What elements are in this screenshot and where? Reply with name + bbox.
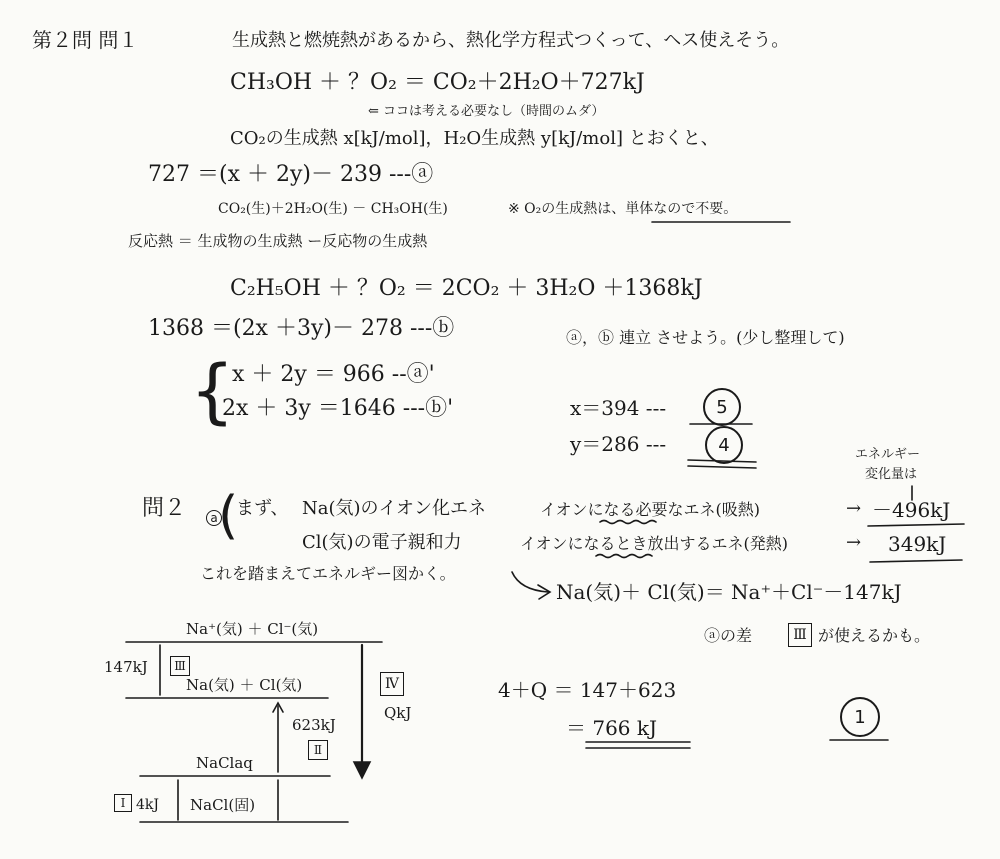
system-brace: {: [190, 350, 235, 432]
level-bottom-label: NaCl(固): [190, 796, 256, 814]
o2-note: ※ O₂の生成熱は、単体なので不要。: [508, 201, 738, 217]
wavy-underline-1: [600, 521, 656, 524]
na-ionization-desc: イオンになる必要なエネ(吸熱): [540, 500, 761, 519]
equation-methanol: CH₃OH ＋ ？O₂ ＝ CO₂＋2H₂O＋727kJ: [230, 70, 645, 95]
answer-x-choice: 5: [703, 388, 741, 426]
system-eq1: x ＋ 2y ＝ 966 --ⓐ': [232, 362, 435, 387]
heat-rule: 反応熱 ＝ 生成物の生成熱 ー反応物の生成熱: [128, 232, 428, 250]
wavy-underline-2: [596, 555, 652, 558]
energy-head-2: 変化量は: [865, 467, 918, 482]
calc-line-1: 4＋Q ＝ 147＋623: [498, 678, 677, 702]
level-mid-label: Na(気) ＋ Cl(気): [186, 676, 303, 694]
final-choice: 1: [840, 697, 880, 737]
gap-4-label: 4kJ: [136, 797, 160, 813]
equation-a: 727 ＝(x ＋ 2y)－ 239 ---ⓐ: [148, 162, 434, 187]
value-1-underline: [868, 524, 964, 526]
box-IV: Ⅳ: [380, 672, 404, 696]
system-eq2: 2x ＋ 3y ＝1646 ---ⓑ': [222, 396, 454, 421]
value-ionization: －496kJ: [872, 498, 951, 522]
gap-623-label: 623kJ: [292, 716, 336, 734]
level-top-label: Na⁺(気) ＋ Cl⁻(気): [186, 620, 319, 638]
arrow-1: →: [846, 498, 862, 519]
solve-note: ⓐ，ⓑ 連立 させよう。(少し整理して): [566, 328, 845, 347]
gap-147-label: 147kJ: [104, 658, 148, 676]
diff-box-III: Ⅲ: [788, 623, 812, 647]
box-I: Ⅰ: [114, 794, 132, 812]
equation-nacl: Na(気)＋ Cl(気)＝ Na⁺＋Cl⁻－147kJ: [556, 580, 902, 604]
then-text: これを踏まえてエネルギー図かく。: [200, 564, 456, 583]
arrow-2: →: [846, 532, 862, 553]
note-skip: ⇐ ココは考える必要なし（時間のムダ）: [368, 104, 605, 119]
question2-label: 問２: [142, 496, 187, 521]
value-2-underline: [870, 560, 962, 562]
equation-b: 1368 ＝(2x ＋3y)－ 278 ---ⓑ: [148, 316, 455, 341]
q-arrow-head: [354, 762, 370, 778]
diff-note-post: が使えるかも。: [818, 626, 931, 645]
answer-y-underline-2: [688, 466, 756, 468]
diff-note-pre: ⓐの差: [704, 626, 753, 645]
na-ionization-label: Na(気)のイオン化エネ: [302, 498, 486, 519]
level-aq-label: NaClaq: [196, 754, 253, 772]
paren-open: (: [218, 486, 239, 546]
answer-y: y＝286 ---: [570, 432, 667, 456]
energy-head-1: エネルギー: [855, 447, 921, 462]
answer-x: x＝394 ---: [570, 396, 667, 420]
cl-affinity-label: Cl(気)の電子親和力: [302, 532, 462, 553]
cl-affinity-desc: イオンになるとき放出するエネ(発熱): [520, 534, 789, 553]
curved-arrow: [512, 572, 548, 592]
q-label: QkJ: [384, 704, 412, 722]
circle-a-marker: a: [206, 510, 222, 526]
calc-line-2: ＝ 766 kJ: [566, 716, 658, 740]
box-II: Ⅱ: [308, 740, 328, 760]
assumption-text: CO₂の生成熱 x[kJ/mol]，H₂O生成熱 y[kJ/mol] とおくと、: [230, 128, 719, 149]
answer-y-choice: 4: [705, 426, 743, 464]
header-comment: 生成熱と燃焼熱があるから、熱化学方程式つくって、ヘス使えそう。: [232, 30, 790, 51]
value-affinity: 349kJ: [888, 532, 947, 556]
first-text: まず、: [236, 498, 289, 519]
box-III: Ⅲ: [170, 656, 190, 676]
equation-a-note: CO₂(生)＋2H₂O(生) － CH₃OH(生): [218, 201, 448, 217]
equation-ethanol: C₂H₅OH ＋ ？O₂ ＝ 2CO₂ ＋ 3H₂O ＋1368kJ: [230, 276, 703, 301]
question-label: 第２問 問１: [32, 28, 139, 52]
answer-y-underline: [688, 460, 756, 462]
